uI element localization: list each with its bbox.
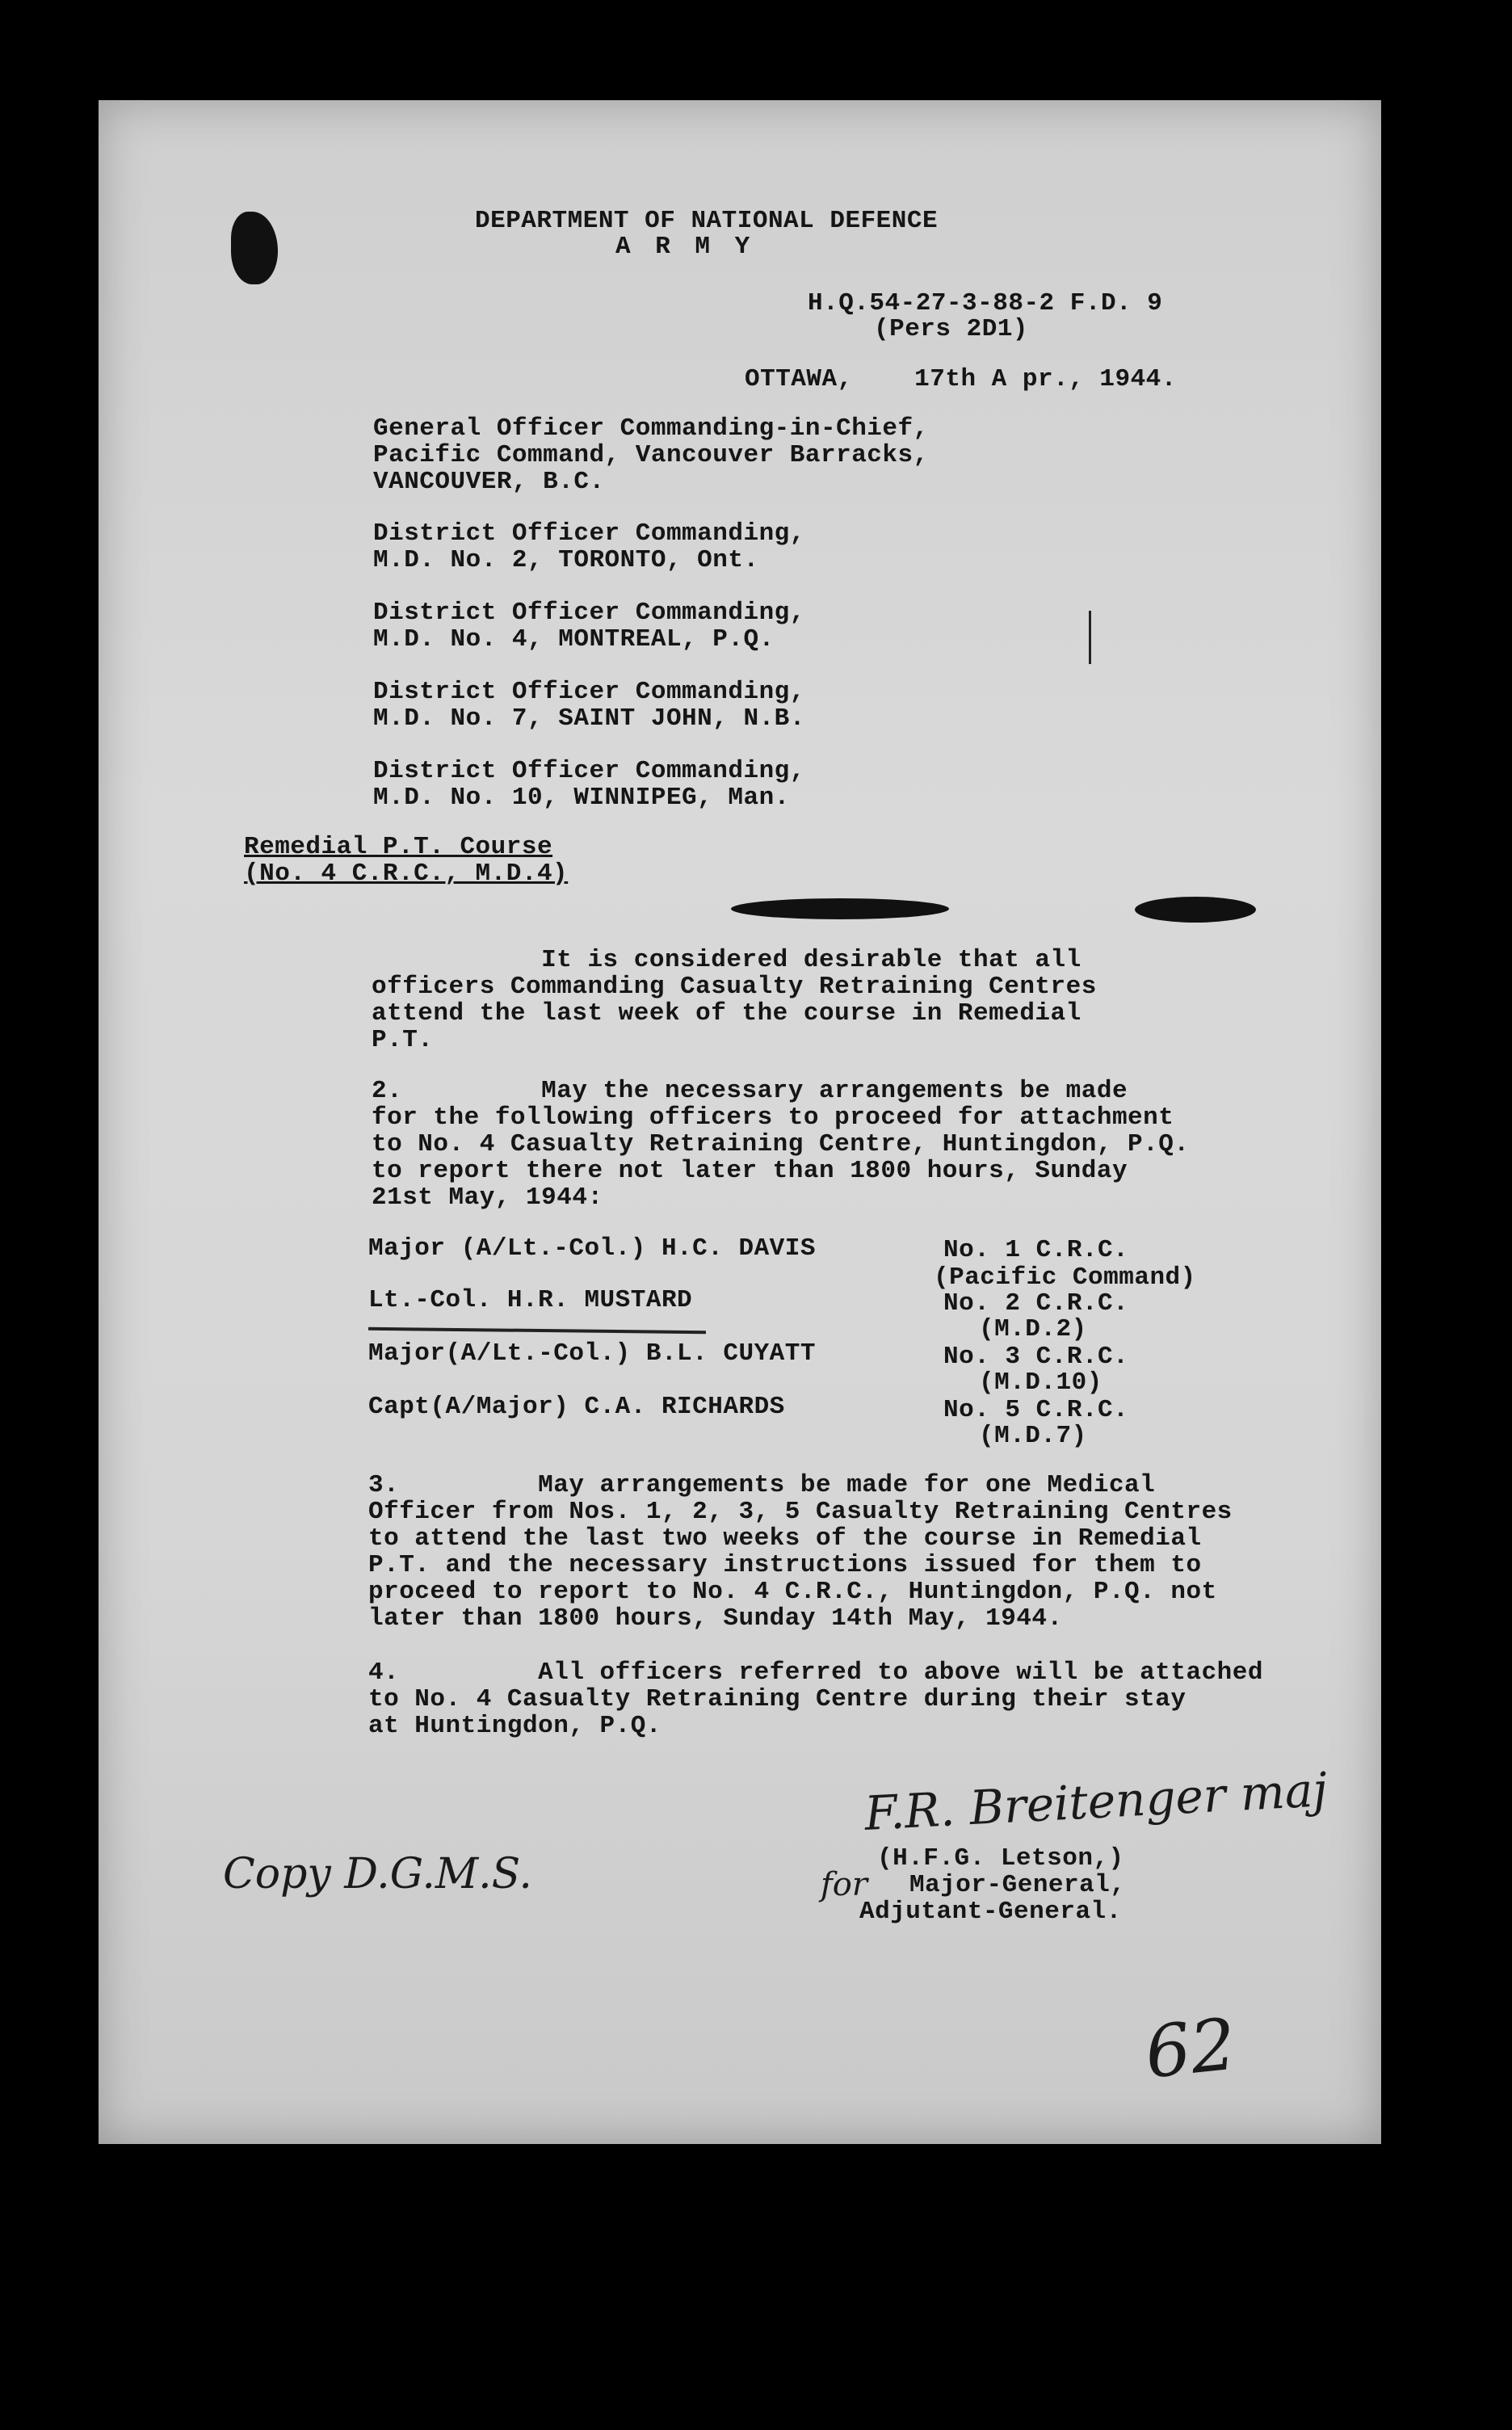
paragraph-2 [372, 1078, 1189, 1211]
signatory-name: (H.F.G. Letson,) [877, 1844, 1124, 1873]
address-line: VANCOUVER, B.C. [373, 468, 605, 496]
officer-unit-note: (M.D.7) [979, 1422, 1087, 1450]
paragraph-line: Officer from Nos. 1, 2, 3, 5 Casualty Retraining Centres [368, 1498, 1233, 1526]
paragraph-line: 2. May the necessary arrangements be made [372, 1077, 1128, 1105]
paragraph-1 [372, 947, 1097, 1053]
for-mark: for [821, 1866, 868, 1903]
paragraph-line: to No. 4 Casualty Retraining Centre during their stay [368, 1685, 1186, 1713]
officer-unit-note: (Pacific Command) [934, 1263, 1196, 1292]
section-reference: (Pers 2D1) [874, 315, 1029, 343]
ink-smudge-right [1135, 897, 1256, 923]
paragraph-line: to attend the last two weeks of the course in Remedial [368, 1524, 1202, 1553]
place-and-date: OTTAWA, 17th A pr., 1944. [745, 365, 1177, 393]
copy-annotation: Copy D.G.M.S. [223, 1850, 532, 1898]
margin-mark [1089, 611, 1091, 664]
handwritten-signature: F.R. Breitenger maj [863, 1762, 1329, 1841]
paragraph-line: officers Commanding Casualty Retraining Centres [372, 973, 1097, 1001]
officer-name: Capt(A/Major) C.A. RICHARDS [368, 1393, 785, 1421]
subject [244, 834, 568, 887]
paragraph-line: to No. 4 Casualty Retraining Centre, Huntingdon, P.Q. [372, 1130, 1190, 1158]
paragraph-line: proceed to report to No. 4 C.R.C., Huntingdon, P.Q. not [368, 1578, 1217, 1606]
page-number: 62 [1140, 2002, 1241, 2095]
address-line: District Officer Commanding, [373, 678, 805, 706]
addressee-md10 [373, 758, 805, 811]
subject-title: Remedial P.T. Course [244, 833, 553, 861]
subject-reference: (No. 4 C.R.C., M.D.4) [244, 860, 569, 888]
officer-unit: No. 5 C.R.C. [943, 1396, 1129, 1424]
address-line: M.D. No. 2, TORONTO, Ont. [373, 546, 759, 574]
paragraph-line: P.T. [372, 1026, 434, 1054]
paragraph-line: 21st May, 1944: [372, 1183, 603, 1212]
paragraph-3 [368, 1472, 1233, 1632]
officer-name: Major(A/Lt.-Col.) B.L. CUYATT [368, 1339, 816, 1368]
officer-name: Lt.-Col. H.R. MUSTARD [368, 1286, 693, 1314]
paragraph-line: later than 1800 hours, Sunday 14th May, 1944. [368, 1604, 1063, 1633]
paragraph-line: It is considered desirable that all [372, 946, 1082, 974]
officer-unit: No. 2 C.R.C. [943, 1289, 1129, 1318]
addressee-md7 [373, 679, 805, 732]
addressee-md2 [373, 520, 805, 574]
officer-name: Major (A/Lt.-Col.) H.C. DAVIS [368, 1234, 816, 1263]
paragraph-line: to report there not later than 1800 hours, Sunday [372, 1157, 1128, 1185]
paragraph-line: at Huntingdon, P.Q. [368, 1712, 662, 1740]
paragraph-line: P.T. and the necessary instructions issued for them to [368, 1551, 1202, 1579]
department-heading: DEPARTMENT OF NATIONAL DEFENCE [475, 207, 939, 235]
signature-block [859, 1845, 1125, 1925]
officer-unit: No. 3 C.R.C. [943, 1343, 1129, 1371]
address-line: Pacific Command, Vancouver Barracks, [373, 441, 929, 469]
address-line: M.D. No. 10, WINNIPEG, Man. [373, 784, 790, 812]
signatory-rank: Major-General, [909, 1871, 1126, 1899]
file-reference: H.Q.54-27-3-88-2 F.D. 9 [808, 289, 1163, 317]
officer-unit-note: (M.D.2) [979, 1315, 1087, 1343]
ink-smudge-left [731, 898, 949, 919]
signatory-appointment: Adjutant-General. [859, 1898, 1122, 1926]
addressee-gocinc [373, 415, 929, 495]
paragraph-line: for the following officers to proceed for attachment [372, 1104, 1174, 1132]
officer-unit-note: (M.D.10) [979, 1368, 1102, 1397]
officer-unit: No. 1 C.R.C. [943, 1236, 1129, 1264]
service-heading: A R M Y [615, 233, 755, 261]
address-line: District Officer Commanding, [373, 757, 805, 785]
address-line: District Officer Commanding, [373, 519, 805, 548]
addressee-md4 [373, 599, 805, 653]
address-line: General Officer Commanding-in-Chief, [373, 414, 929, 443]
paragraph-line: 4. All officers referred to above will be attached [368, 1659, 1263, 1687]
paragraph-line: attend the last week of the course in Remedial [372, 999, 1082, 1028]
address-line: M.D. No. 4, MONTREAL, P.Q. [373, 625, 775, 654]
paragraph-4 [368, 1659, 1263, 1739]
paragraph-line: 3. May arrangements be made for one Medical [368, 1471, 1156, 1499]
address-line: M.D. No. 7, SAINT JOHN, N.B. [373, 704, 805, 733]
address-line: District Officer Commanding, [373, 599, 805, 627]
